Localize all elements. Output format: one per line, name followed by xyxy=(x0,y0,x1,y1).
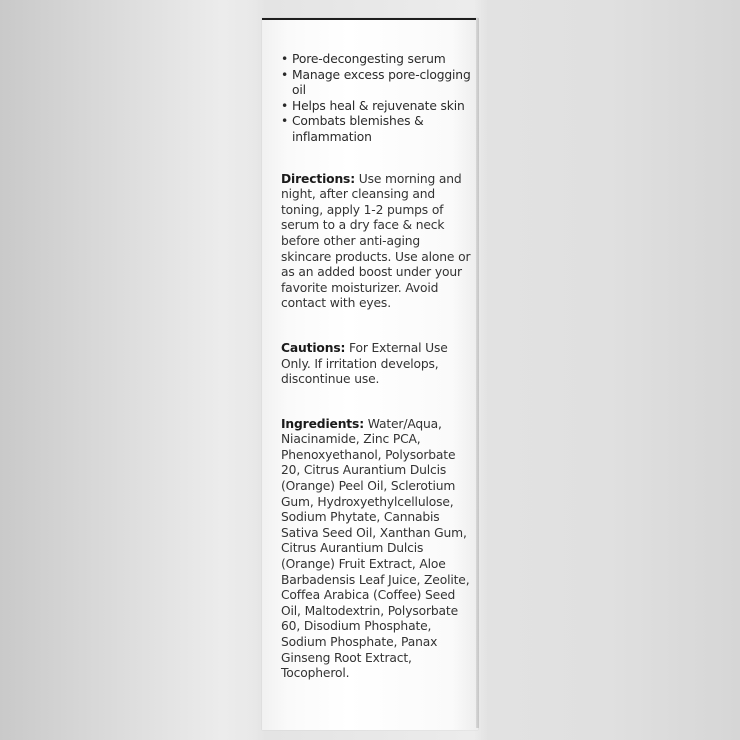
cautions-section xyxy=(281,341,471,388)
cautions-label: Cautions: xyxy=(281,340,346,355)
directions-text: Use morning and night, after cleansing and toning, apply 1-2 pumps of serum to a dry face & neck before other anti-aging skincare products. Use alone or as an added boost under your favorite moisturizer. Avoid contact with eyes. xyxy=(281,171,471,311)
ingredients-label: Ingredients: xyxy=(281,416,364,431)
product-box-side-panel xyxy=(262,18,478,730)
cautions-text: For External Use Only. If irritation develops, discontinue use. xyxy=(281,340,448,387)
benefit-item: • Pore-decongesting serum xyxy=(281,52,471,68)
benefits-list xyxy=(281,52,471,146)
benefit-item: • Helps heal & rejuvenate skin xyxy=(281,99,471,115)
ingredients-text: Water/Aqua, Niacinamide, Zinc PCA, Phenoxyethanol, Polysorbate 20, Citrus Aurantium Dulcis (Orange) Peel Oil, Sclerotium Gum, Hydroxyethylcellulose, Sodium Phytate, Cannabis Sativa Seed Oil, Xanthan Gum, Citrus Aurantium Dulcis (Orange) Fruit Extract, Aloe Barbadensis Leaf Juice, Zeolite, Coffea Arabica (Coffee) Seed Oil, Maltodextrin, Polysorbate 60, Disodium Phosphate, Sodium Phosphate, Panax Ginseng Root Extract, Tocopherol. xyxy=(281,416,470,681)
box-edge-shadow xyxy=(476,18,479,728)
directions-section xyxy=(281,172,471,312)
benefit-item: • Manage excess pore-clogging oil xyxy=(281,68,471,99)
ingredients-section xyxy=(281,417,471,682)
benefit-item: • Combats blemishes & inflammation xyxy=(281,114,471,145)
directions-label: Directions: xyxy=(281,171,355,186)
box-label-text xyxy=(281,52,471,682)
